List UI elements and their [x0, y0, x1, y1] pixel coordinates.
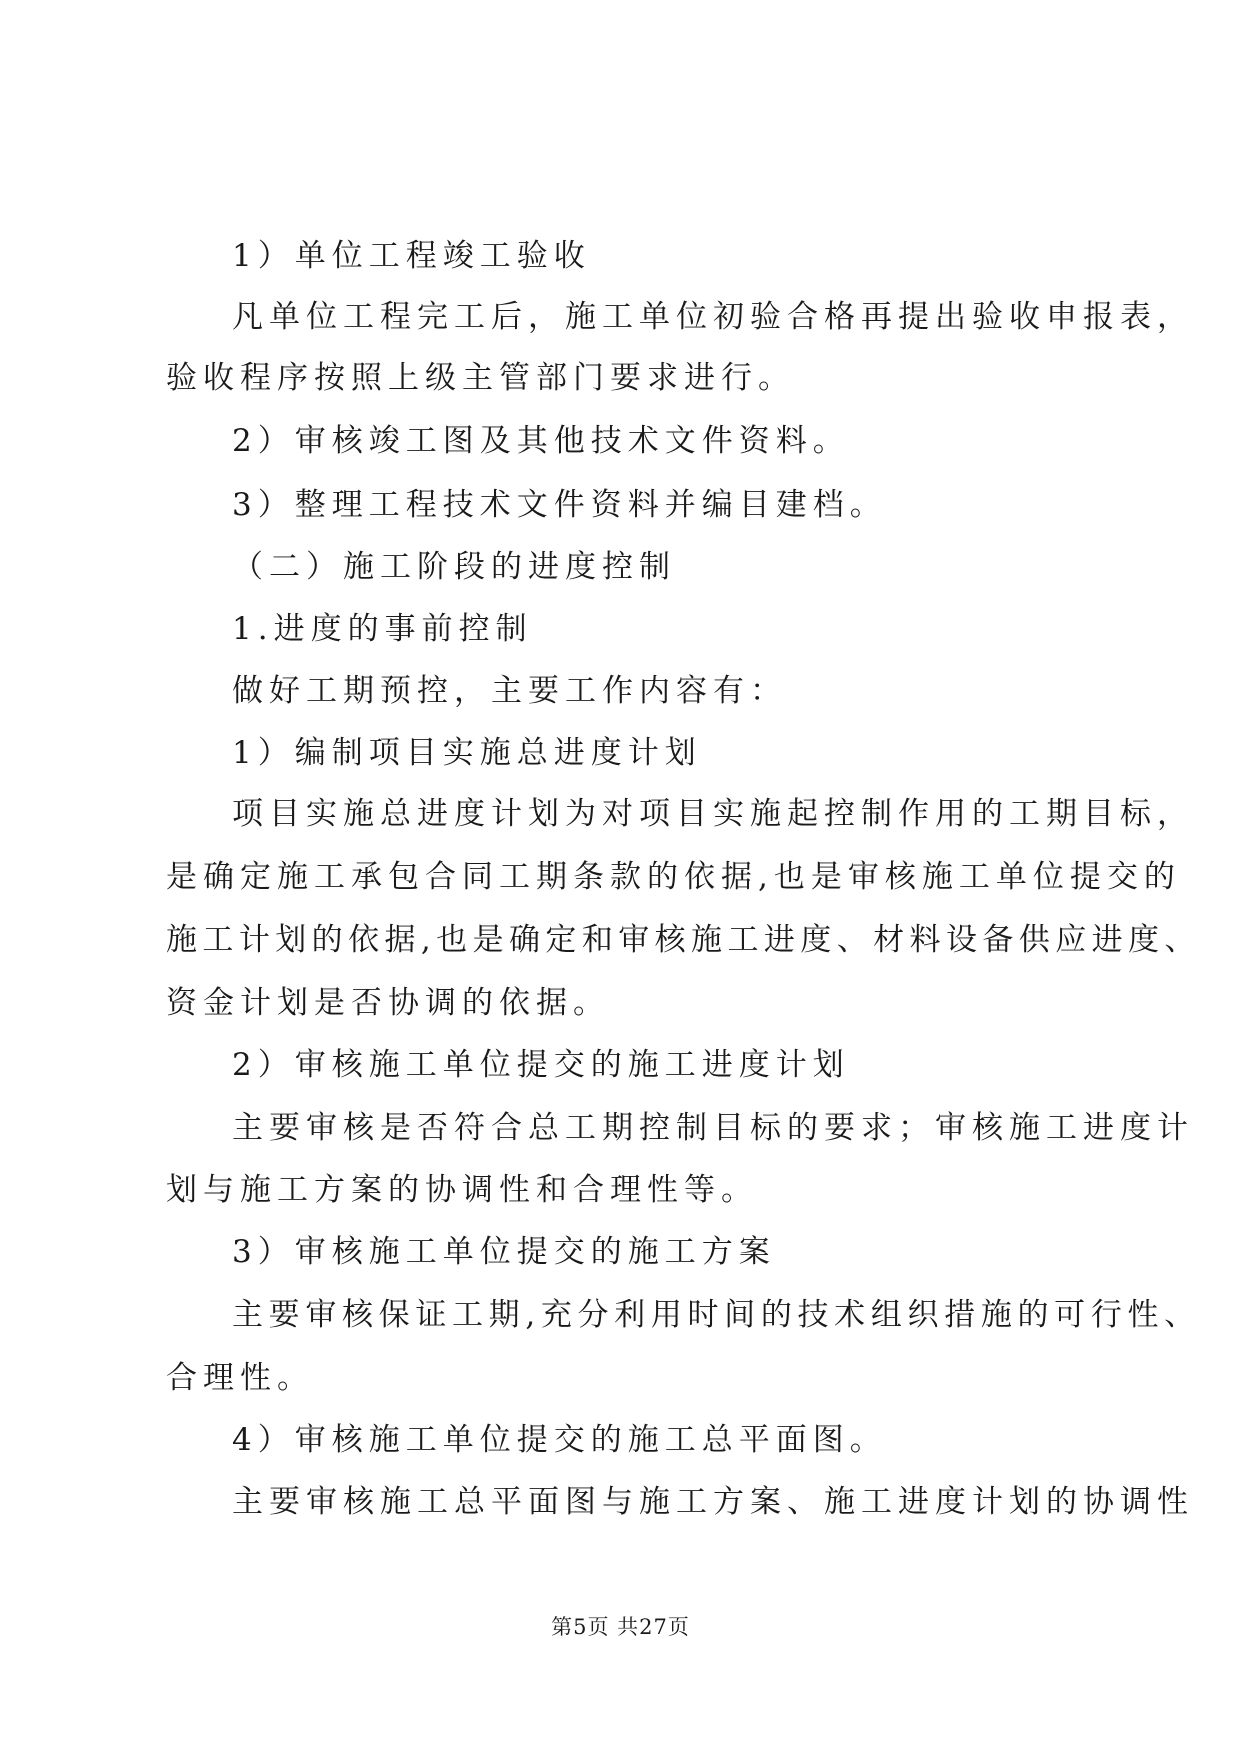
text-line-14: 2）审核施工单位提交的施工进度计划: [232, 1047, 850, 1083]
subsection-heading: 1.进度的事前控制: [232, 611, 533, 647]
text-line-1: 1）单位工程竣工验收: [232, 238, 591, 274]
text-line-11: 是确定施工承包合同工期条款的依据,也是审核施工单位提交的: [166, 859, 1181, 895]
text-line-21: 主要审核施工总平面图与施工方案、施工进度计划的协调性: [232, 1484, 1194, 1520]
text-line-10: 项目实施总进度计划为对项目实施起控制作用的工期目标，: [232, 796, 1194, 832]
text-line-20: 4）审核施工单位提交的施工总平面图。: [232, 1422, 887, 1458]
text-line-9: 1）编制项目实施总进度计划: [232, 735, 702, 771]
text-line-16: 划与施工方案的协调性和合理性等。: [166, 1172, 758, 1208]
section-heading: （二）施工阶段的进度控制: [232, 549, 676, 585]
text-line-2: 凡单位工程完工后，施工单位初验合格再提出验收申报表，: [232, 299, 1194, 335]
text-line-13: 资金计划是否协调的依据。: [166, 985, 610, 1021]
text-line-15: 主要审核是否符合总工期控制目标的要求；审核施工进度计: [232, 1110, 1194, 1146]
text-line-12: 施工计划的依据,也是确定和审核施工进度、材料设备供应进度、: [166, 922, 1201, 958]
text-line-17: 3）审核施工单位提交的施工方案: [232, 1234, 776, 1270]
text-line-5: 3）整理工程技术文件资料并编目建档。: [232, 487, 887, 523]
page-number-footer: 第5页 共27页: [551, 1615, 690, 1639]
text-line-3: 验收程序按照上级主管部门要求进行。: [166, 360, 795, 396]
text-line-18: 主要审核保证工期,充分利用时间的技术组织措施的可行性、: [232, 1297, 1201, 1333]
text-line-4: 2）审核竣工图及其他技术文件资料。: [232, 423, 850, 459]
text-line-8: 做好工期预控，主要工作内容有：: [232, 673, 787, 709]
text-line-19: 合理性。: [166, 1360, 314, 1396]
